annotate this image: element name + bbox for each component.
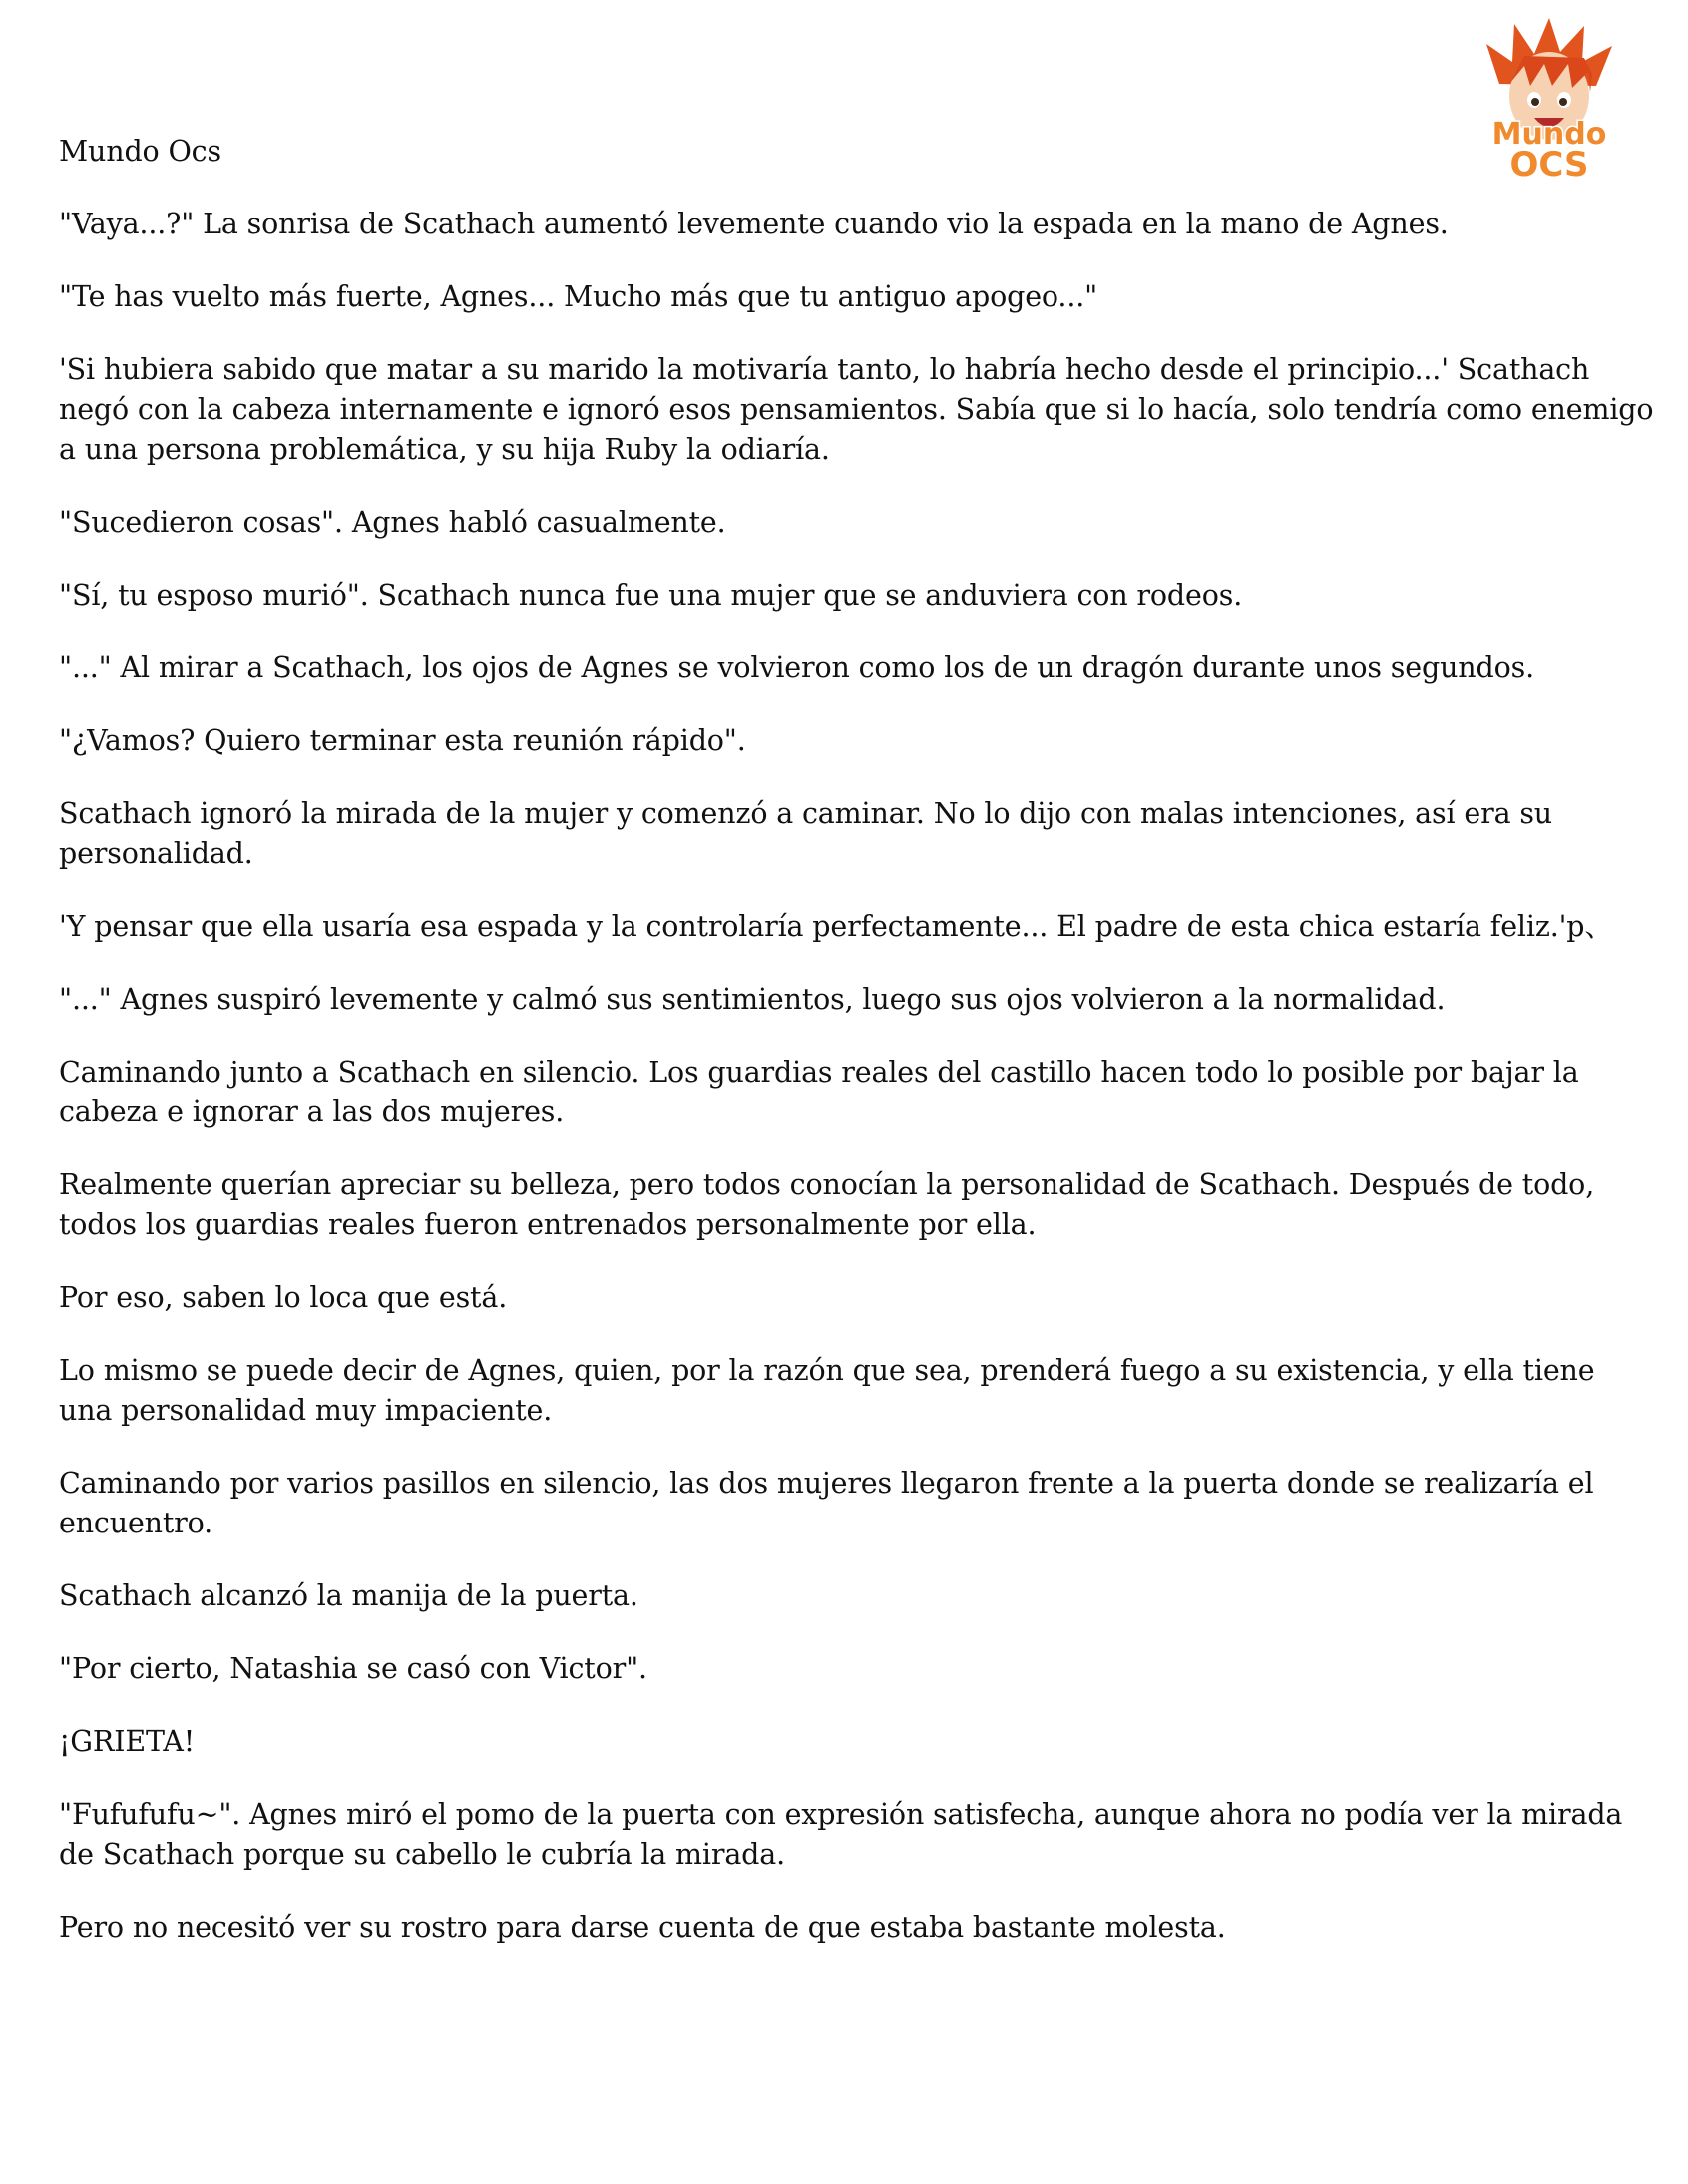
paragraph: "Fufufufu~". Agnes miró el pomo de la puerta con expresión satisfecha, aunque ahora no podía ver la mirada de Scathach porque su cabello le cubría la mirada. [59,1798,1623,1871]
paragraph: Scathach ignoró la mirada de la mujer y comenzó a caminar. No lo dijo con malas intenciones, así era su personalidad. [59,797,1552,870]
site-name-header: Mundo Ocs [59,135,221,168]
svg-text:OCS: OCS [1509,145,1589,184]
document-body [59,132,1655,1980]
paragraph: "Vaya...?" La sonrisa de Scathach aumentó levemente cuando vio la espada en la mano de Agnes. [59,208,1449,240]
paragraph: "Sí, tu esposo murió". Scathach nunca fue una mujer que se anduviera con rodeos. [59,579,1243,612]
paragraph: "¿Vamos? Quiero terminar esta reunión rápido". [59,724,746,757]
paragraph: "..." Al mirar a Scathach, los ojos de Agnes se volvieron como los de un dragón durante unos segundos. [59,652,1534,684]
paragraph: Lo mismo se puede decir de Agnes, quien, por la razón que sea, prenderá fuego a su existencia, y ella tiene una personalidad muy impaciente. [59,1354,1595,1427]
paragraph: "Sucedieron cosas". Agnes habló casualmente. [59,506,726,539]
paragraph: "..." Agnes suspiró levemente y calmó sus sentimientos, luego sus ojos volvieron a la normalidad. [59,983,1446,1016]
paragraph: Por eso, saben lo loca que está. [59,1281,508,1314]
paragraph: "Por cierto, Natashia se casó con Victor". [59,1652,647,1685]
paragraph: Caminando por varios pasillos en silencio, las dos mujeres llegaron frente a la puerta donde se realizaría el encuentro. [59,1467,1594,1539]
paragraph: 'Y pensar que ella usaría esa espada y la controlaría perfectamente... El padre de esta chica estaría feliz.'p、 [59,910,1613,943]
paragraph: Scathach alcanzó la manija de la puerta. [59,1579,638,1612]
paragraph: Pero no necesitó ver su rostro para darse cuenta de que estaba bastante molesta. [59,1911,1226,1944]
paragraph: Realmente querían apreciar su belleza, pero todos conocían la personalidad de Scathach. Después de todo, todos los guardias reales fueron entrenados personalmente por ella. [59,1168,1595,1241]
paragraph: ¡GRIETA! [59,1725,196,1758]
paragraph: 'Si hubiera sabido que matar a su marido la motivaría tanto, lo habría hecho desde el principio...' Scathach negó con la cabeza internamente e ignoró esos pensamientos. Sabía que si lo hacía, solo tendría como enemigo a una persona problemática, y su hija Ruby la odiaría. [59,353,1654,466]
svg-text:Mundo: Mundo [1491,117,1607,152]
paragraph-list [59,205,1655,1948]
paragraph: "Te has vuelto más fuerte, Agnes... Mucho más que tu antiguo apogeo..." [59,280,1098,313]
paragraph: Caminando junto a Scathach en silencio. Los guardias reales del castillo hacen todo lo posible por bajar la cabeza e ignorar a las dos mujeres. [59,1056,1579,1128]
